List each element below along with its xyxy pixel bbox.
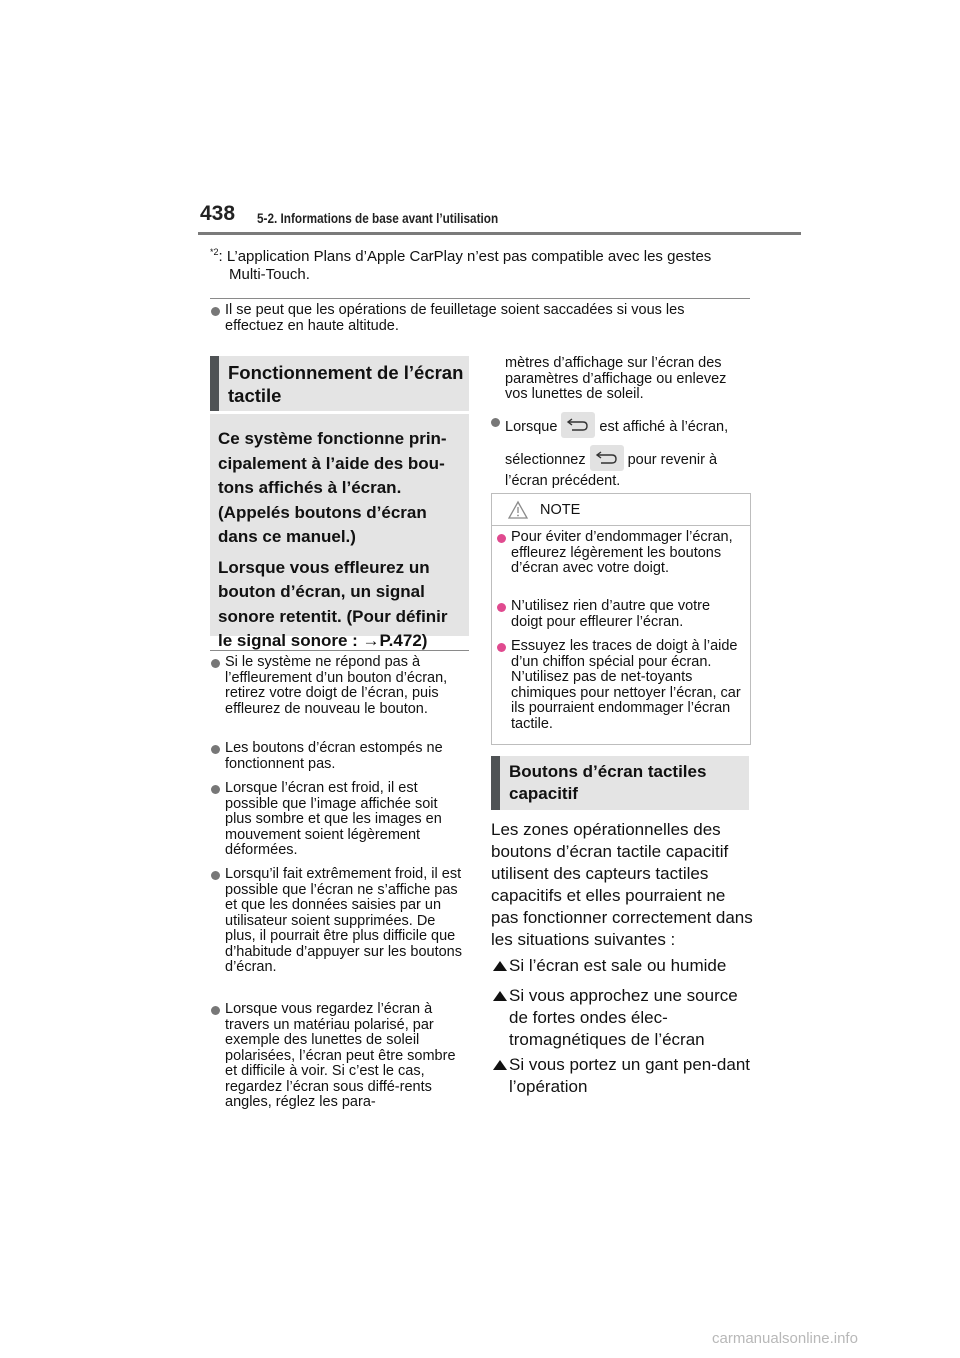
warning-triangle-icon bbox=[507, 500, 529, 525]
list-item: Si l’écran est sale ou humide bbox=[491, 955, 751, 977]
back-button-item: Lorsque est affiché à l’écran, sélectionnez pour revenir à l’écran précédent. bbox=[491, 412, 753, 491]
list-item: Si vous approchez une source de fortes ondes élec-tromagnétiques de l’écran bbox=[491, 985, 753, 1051]
list-item: Lorsque l’écran est froid, il est possible que l’image affichée soit plus sombre et que les images en mouvement soient légèrement déformées. bbox=[211, 781, 466, 859]
back-arrow-icon bbox=[561, 412, 595, 438]
bullet-dot bbox=[497, 534, 506, 543]
note-title: NOTE bbox=[540, 502, 581, 518]
intro-paragraph-1: Ce système fonctionne prin-cipalement à l’aide des bou-tons affichés à l’écran. (Appelés boutons d’écran dans ce manuel.) bbox=[218, 429, 447, 546]
bullet-triangle-icon bbox=[493, 991, 507, 1001]
list-item: Lorsqu’il fait extrêmement froid, il est possible que l’écran ne s’affiche pas et que les données saisies par un utilisateur soient supprimées. De plus, il pourrait être plus difficile que d’habitude d’appuyer sur les boutons d’écran. bbox=[211, 867, 466, 976]
bullet-dot bbox=[211, 871, 220, 880]
bullet-dot bbox=[491, 418, 500, 427]
footnote-line-2: Multi-Touch. bbox=[229, 266, 310, 283]
list-item: Les boutons d’écran estompés ne fonctionnent pas. bbox=[211, 741, 466, 772]
section-title: Fonctionnement de l’écran tactile bbox=[228, 362, 464, 406]
altitude-note: Il se peut que les opérations de feuilletage soient saccadées si vous les effectuez en haute altitude. bbox=[211, 303, 741, 334]
capacitive-body: Les zones opérationnelles des boutons d’écran tactile capacitif utilisent des capteurs tactiles capacitifs et elles pourraient ne pas fonctionner correctement dans les situations suivantes : bbox=[491, 820, 753, 949]
note-item: N’utilisez rien d’autre que votre doigt pour effleurer l’écran. bbox=[497, 599, 742, 630]
footnote bbox=[210, 243, 770, 284]
divider bbox=[210, 650, 469, 651]
divider bbox=[210, 298, 750, 299]
back-arrow-icon bbox=[590, 445, 624, 471]
list-item: Si vous portez un gant pen-dant l’opération bbox=[491, 1054, 753, 1098]
footnote-line-1: : L’application Plans d’Apple CarPlay n’est pas compatible avec les gestes bbox=[218, 248, 712, 265]
header-divider bbox=[198, 232, 801, 235]
chapter-title: 5-2. Informations de base avant l’utilisation bbox=[257, 210, 499, 226]
section-title: Boutons d’écran tactiles capacitif bbox=[509, 762, 707, 803]
note-box bbox=[491, 493, 751, 745]
bullet-triangle-icon bbox=[493, 961, 507, 971]
intro-box bbox=[210, 414, 469, 650]
bullet-dot bbox=[211, 745, 220, 754]
section-header-capacitive bbox=[491, 756, 749, 810]
section-header-touchscreen bbox=[210, 356, 469, 411]
bullet-dot bbox=[497, 603, 506, 612]
continued-text: mètres d’affichage sur l’écran des paramètres d’affichage ou enlevez vos lunettes de soleil. bbox=[505, 355, 727, 402]
bullet-dot bbox=[211, 659, 220, 668]
page-number: 438 bbox=[200, 202, 236, 225]
note-item: Pour éviter d’endommager l’écran, effleurez légèrement les boutons d’écran avec votre doigt. bbox=[497, 530, 742, 577]
bullet-dot bbox=[211, 307, 220, 316]
bullet-dot bbox=[497, 643, 506, 652]
watermark[interactable]: carmanualsonline.info bbox=[712, 1330, 858, 1347]
bullet-dot bbox=[211, 1006, 220, 1015]
list-item: Si le système ne répond pas à l’effleurement d’un bouton d’écran, retirez votre doigt de l’écran, puis effleurez de nouveau le bouton. bbox=[211, 655, 466, 717]
footnote-marker: *2 bbox=[210, 247, 219, 257]
note-item: Essuyez les traces de doigt à l’aide d’un chiffon spécial pour écran. N’utilisez pas de net-toyants chimiques pour nettoyer l’écran, car ils pourraient endommager l’écran tactile. bbox=[497, 639, 742, 732]
note-header bbox=[492, 494, 750, 526]
bullet-triangle-icon bbox=[493, 1060, 507, 1070]
list-item: Lorsque vous regardez l’écran à travers un matériau polarisé, par exemple des lunettes de soleil polarisées, l’écran peut être sombre et difficile à voir. Si c’est le cas, regardez l’écran sous diffé-rents angles, réglez les para- bbox=[211, 1002, 466, 1111]
intro-paragraph-2: Lorsque vous effleurez un bouton d’écran, un signal sonore retentit. (Pour définir le signal sonore : →P.472) bbox=[218, 557, 448, 650]
bullet-dot bbox=[211, 785, 220, 794]
